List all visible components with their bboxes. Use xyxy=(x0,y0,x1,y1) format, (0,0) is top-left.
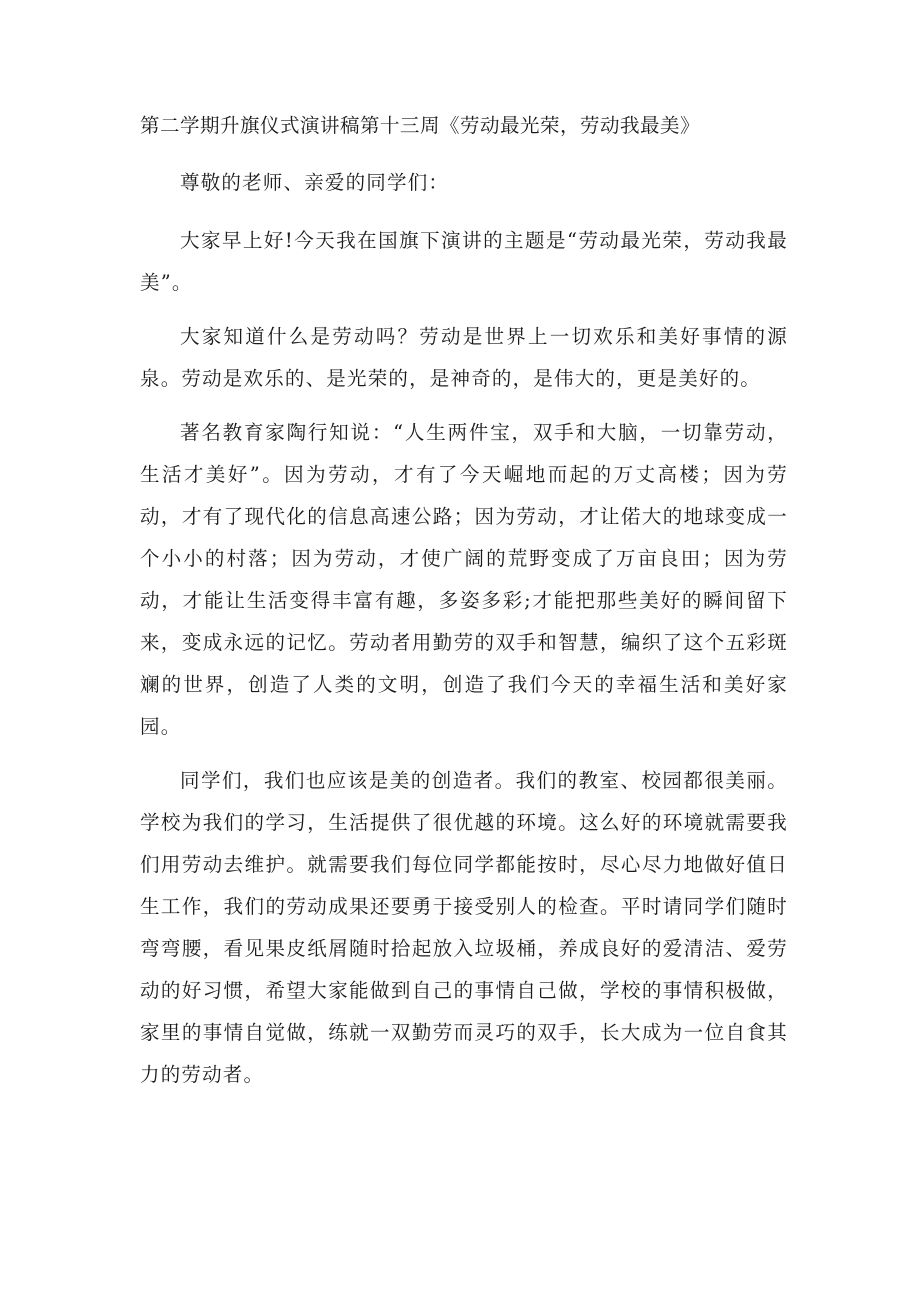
greeting-paragraph: 大家早上好!今天我在国旗下演讲的主题是“劳动最光荣，劳动我最美”。 xyxy=(140,229,788,294)
document-body xyxy=(140,108,788,1108)
body-paragraph: 著名教育家陶行知说：“人生两件宝，双手和大脑，一切靠劳动，生活才美好”。因为劳动，才有了今天崛地而起的万丈高楼；因为劳动，才有了现代化的信息高速公路；因为劳动，才让偌大的地球变成一个小小的村落；因为劳动，才使广阔的荒野变成了万亩良田；因为劳动，才能让生活变得丰富有趣，多姿多彩;才能把那些美好的瞬间留下来，变成永远的记忆。劳动者用勤劳的双手和智慧，编织了这个五彩斑斓的世界，创造了人类的文明，创造了我们今天的幸福生活和美好家园。 xyxy=(140,421,788,738)
body-paragraph: 同学们，我们也应该是美的创造者。我们的教室、校园都很美丽。学校为我们的学习，生活提供了很优越的环境。这么好的环境就需要我们用劳动去维护。就需要我们每位同学都能按时，尽心尽力地做好值日生工作，我们的劳动成果还要勇于接受别人的检查。平时请同学们随时弯弯腰，看见果皮纸屑随时拾起放入垃圾桶，养成良好的爱清洁、爱劳动的好习惯，希望大家能做到自己的事情自己做，学校的事情积极做，家里的事情自觉做，练就一双勤劳而灵巧的双手，长大成为一位自食其力的劳动者。 xyxy=(140,769,788,1086)
salutation-paragraph: 尊敬的老师、亲爱的同学们： xyxy=(180,171,450,194)
body-paragraph: 大家知道什么是劳动吗？劳动是世界上一切欢乐和美好事情的源泉。劳动是欢乐的、是光荣的，是神奇的，是伟大的，更是美好的。 xyxy=(140,325,788,390)
document-title: 第二学期升旗仪式演讲稿第十三周《劳动最光荣，劳动我最美》 xyxy=(140,114,701,137)
